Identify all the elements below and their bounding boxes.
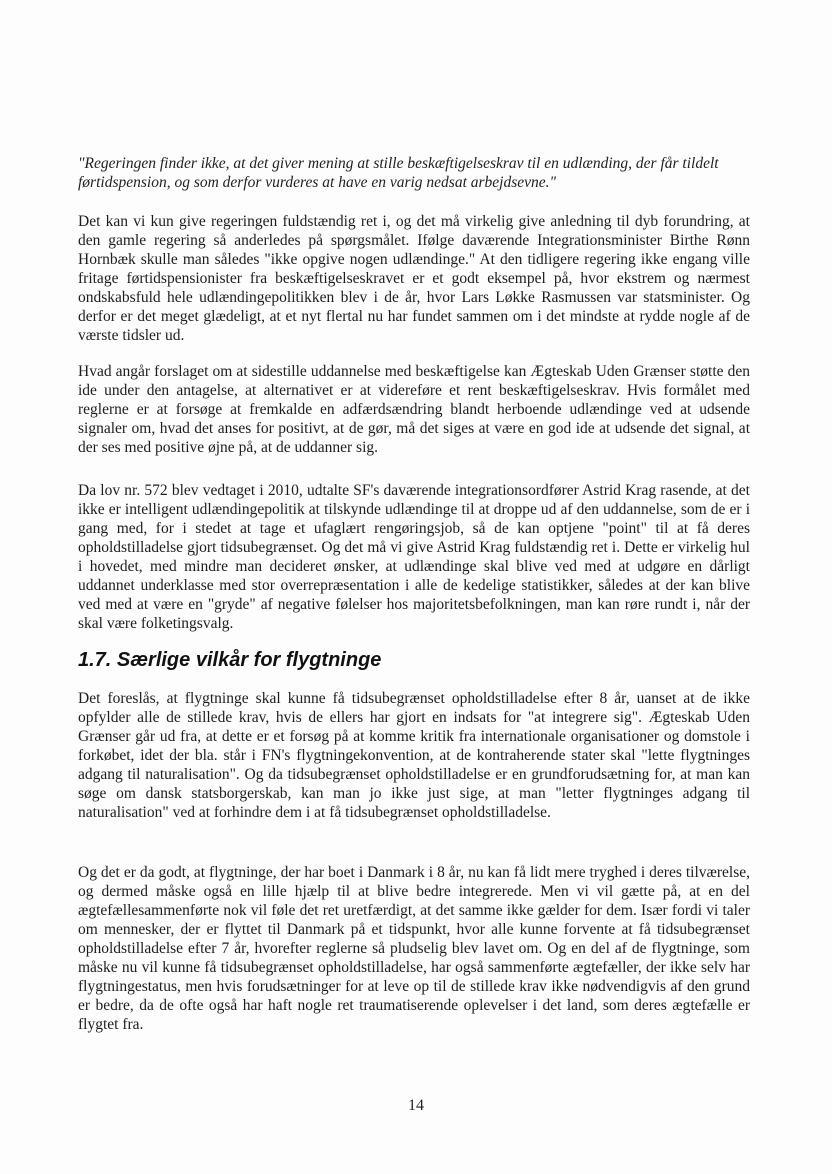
section-paragraph: Og det er da godt, at flygtninge, der har boet i Danmark i 8 år, nu kan få lidt mere tryghed i deres tilværelse, og dermed måske også en lille hjælp til at blive bedre integrerede. Men vi vil gætte på, at en del ægtefællesammenførte nok vil føle det ret uretfærdigt, at det samme ikke gælder for dem. Især fordi vi taler om mennesker, der er flyttet til Danmark på et tidspunkt, hvor alle kunne forvente at få tidsubegrænset opholdstilladelse efter 7 år, hvorefter reglerne så pludselig blev lavet om. Og en del af de flygtninge, som måske nu vil kunne få tidsubegrænset opholdstilladelse, har også sammenførte ægtefæller, der ikke selv har flygtningestatus, men hvis forudsætninger for at leve op til de stillede krav ikke nødvendigvis af den grund er bedre, da de ofte også har haft nogle ret traumatiserende oplevelser i det land, som deres ægtefælle er flygtet fra. xyxy=(78,864,750,1033)
body-paragraph: Det kan vi kun give regeringen fuldstændig ret i, og det må virkelig give anledning til dyb forundring, at den gamle regering så anderledes på spørgsmålet. Ifølge daværende Integrationsminister Birthe Rønn Hornbæk skulle man således "ikke opgive nogen udlændinge." At den tidligere regering ikke engang ville fritage førtidspensionister fra beskæftigelseskravet er et godt eksempel på, hvor ekstrem og nærmest ondskabsfuld hele udlændingepolitikken blev i de år, hvor Lars Løkke Rasmussen var statsminister. Og derfor er det meget glædeligt, at et nyt flertal nu har fundet sammen om i det mindste at rydde nogle af de værste tidsler ud. xyxy=(78,213,750,344)
body-paragraph: Da lov nr. 572 blev vedtaget i 2010, udtalte SF's daværende integrationsordfører Astrid Krag rasende, at det ikke er intelligent udlændingepolitik at tilskynde udlændinge til at droppe ud af den uddannelse, som de er i gang med, for i stedet at tage et ufaglært rengøringsjob, så de kan optjene "point" til at få deres opholdstilladelse gjort tidsubegrænset. Og det må vi give Astrid Krag fuldstændig ret i. Dette er virkelig hul i hovedet, med mindre man decideret ønsker, at udlændinge skal blive ved med at udgøre en dårligt uddannet underklasse med stor overrepræsentation i alle de kedelige statistikker, således at der kan blive ved med at være en "gryde" af negative følelser hos majoritetsbefolkningen, man kan røre rundt i, når der skal være folketingsvalg. xyxy=(78,482,750,632)
page-number: 14 xyxy=(408,1097,424,1114)
body-paragraph: Hvad angår forslaget om at sidestille uddannelse med beskæftigelse kan Ægteskab Uden Grænser støtte den ide under den antagelse, at alternativet er at videreføre et rent beskæftigelseskrav. Hvis formålet med reglerne er at forsøge at fremkalde en adfærdsændring blandt herboende udlændinge ved at udsende signaler om, hvad det anses for positivt, at de gør, må det siges at være en god ide at udsende det signal, at der ses med positive øjne på, at de uddanner sig. xyxy=(78,363,750,456)
section-paragraph: Det foreslås, at flygtninge skal kunne få tidsubegrænset opholdstilladelse efter 8 år, uanset at de ikke opfylder alle de stillede krav, hvis de ellers har gjort en indsats for "at integrere sig". Ægteskab Uden Grænser går ud fra, at dette er et forsøg på at komme kritik fra internationale organisationer og domstole i forkøbet, idet der bla. står i FN's flygtningekonvention, at de kontraherende stater skal "lette flygtninges adgang til naturalisation". Og da tidsubegrænset opholdstilladelse er en grundforudsætning for, at man kan søge om dansk statsborgerskab, kan man jo ikke just sige, at man "letter flygtninges adgang til naturalisation" ved at forhindre dem i at få tidsubegrænset opholdstilladelse. xyxy=(78,690,750,821)
italic-quote: "Regeringen finder ikke, at det giver mening at stille beskæftigelseskrav til en udlænding, der får tildelt førtidspension, og som derfor vurderes at have en varig nedsat arbejdsevne." xyxy=(78,155,719,191)
section-heading: 1.7. Særlige vilkår for flygtninge xyxy=(78,649,382,671)
